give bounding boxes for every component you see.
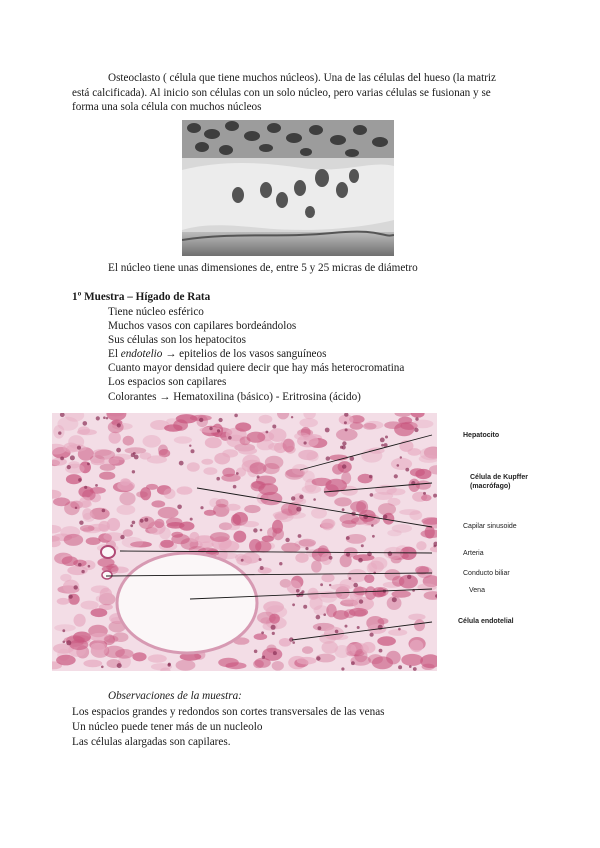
label-endotelial: Célula endotelial xyxy=(458,618,514,625)
sample-item-endotelio: El endotelio → epitelios de los vasos sanguíneos xyxy=(108,348,327,360)
sample-item: Colorantes → Hematoxilina (básico) - Eritrosina (ácido) xyxy=(108,391,361,403)
osteoclast-paragraph: Osteoclasto ( célula que tiene muchos núcleos). Una de las células del hueso (la matriz está calcificada). Al inicio son células con un solo núcleo, pero varias células se fusionan y se forma una sola célula con muchos núcleos xyxy=(72,72,497,113)
label-vena: Vena xyxy=(469,587,485,594)
osteoclast-micrograph xyxy=(182,120,394,256)
observation-line: Los espacios grandes y redondos son cortes transversales de las venas xyxy=(72,706,385,718)
observation-line: Un núcleo puede tener más de un nucleolo xyxy=(72,721,263,733)
observation-line: Las células alargadas son capilares. xyxy=(72,736,231,748)
sample-item: Sus células son los hepatocitos xyxy=(108,334,246,346)
sample-item: Cuanto mayor densidad quiere decir que hay más heterocromatina xyxy=(108,362,405,374)
label-arteria: Arteria xyxy=(463,550,484,557)
label-conducto: Conducto biliar xyxy=(463,570,510,577)
label-capilar: Capilar sinusoide xyxy=(463,523,517,530)
sample-heading: 1º Muestra – Hígado de Rata xyxy=(72,291,211,303)
label-kupffer: Célula de Kupffer xyxy=(470,474,528,481)
label-kupffer-sub: (macrófago) xyxy=(470,483,511,490)
sample-item: Muchos vasos con capilares bordeándolos xyxy=(108,320,297,332)
observations-title: Observaciones de la muestra: xyxy=(108,690,242,702)
nucleus-dimension-note: El núcleo tiene unas dimensiones de, entre 5 y 25 micras de diámetro xyxy=(108,262,418,274)
liver-micrograph xyxy=(52,413,437,671)
sample-item: Tiene núcleo esférico xyxy=(108,306,204,318)
sample-item: Los espacios son capilares xyxy=(108,376,227,388)
label-hepatocito: Hepatocito xyxy=(463,432,500,439)
